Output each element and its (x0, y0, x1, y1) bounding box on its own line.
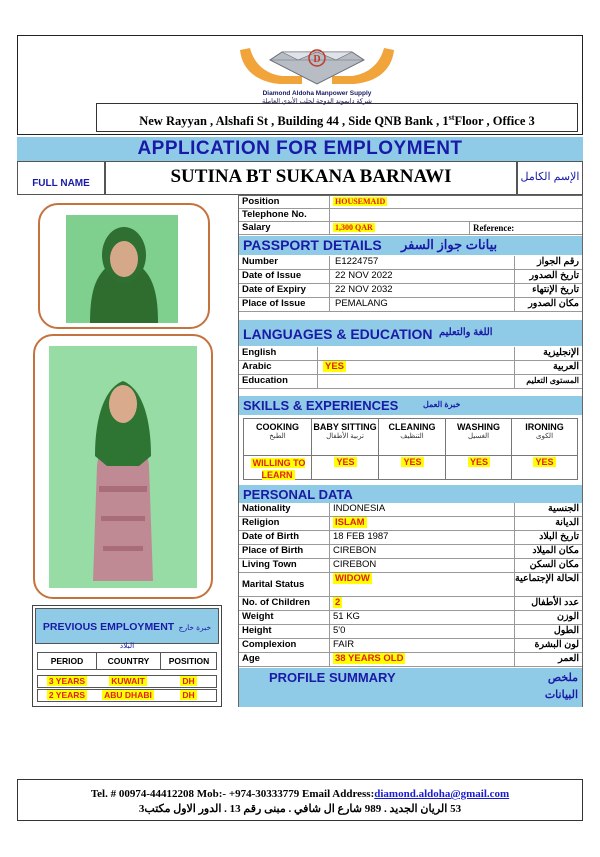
height-value: 5'0 (333, 625, 346, 636)
passport-number-row (239, 256, 582, 270)
living-town-label: Living Town (242, 559, 297, 570)
weight-row (239, 611, 582, 625)
skill-value: YES (469, 457, 488, 467)
position-cell: DH (182, 690, 195, 700)
arabic-ar: العربية (553, 361, 579, 372)
skills-title-ar: خبرة العمل (423, 400, 461, 409)
svg-text:D: D (313, 54, 321, 65)
passport-heading (239, 236, 582, 255)
arabic-value: YES (325, 361, 345, 372)
skill-name: WASHING (456, 422, 500, 432)
personal-heading (239, 485, 582, 503)
skill-name-ar: الكوى (535, 433, 554, 440)
date-of-issue-label: Date of Issue (242, 270, 302, 281)
date-of-birth-value: 18 FEB 1987 (333, 531, 389, 542)
address-sup: st (448, 113, 455, 122)
place-of-birth-row (239, 545, 582, 559)
footer-contact-text: Tel. # 00974-44412208 Mob:- +974-30333779 Email Address: (90, 788, 375, 800)
passport-title-ar: بيانات جواز السفر (401, 237, 498, 252)
passport-number-ar: رقم الجواز (537, 256, 579, 267)
education-label: Education (242, 375, 288, 386)
portrait-photo (40, 205, 208, 327)
nationality-row (239, 503, 582, 517)
english-row (239, 347, 582, 361)
skill-washing (446, 419, 512, 479)
arabic-row (239, 361, 582, 375)
complexion-ar: لون البشرة (534, 639, 579, 650)
company-name-en: Diamond Aldoha Manpower Supply (262, 90, 372, 97)
skill-cleaning (379, 419, 446, 479)
height-row (239, 625, 582, 639)
date-of-birth-row (239, 531, 582, 545)
passport-title: PASSPORT DETAILS (243, 237, 382, 253)
previous-employment-title-ar: خبرة خارج البلاد (119, 623, 212, 650)
weight-value: 51 KG (333, 611, 360, 622)
period-cell: 2 YEARS (48, 690, 86, 700)
arabic-label: Arabic (242, 361, 272, 372)
education-ar: المستوى التعليم (526, 376, 579, 385)
previous-employment-header-row (37, 652, 217, 670)
profile-summary-title: PROFILE SUMMARY (269, 670, 396, 685)
company-address (96, 103, 578, 132)
place-of-birth-ar: مكان الميلاد (532, 545, 579, 556)
date-of-expiry-label: Date of Expiry (242, 284, 306, 295)
date-of-issue-ar: تاريخ الصدور (529, 270, 579, 281)
english-ar: الإنجليزية (543, 347, 579, 358)
skill-name: COOKING (255, 422, 299, 432)
living-town-value: CIREBON (333, 559, 377, 570)
skill-baby-sitting (312, 419, 379, 479)
personal-title: PERSONAL DATA (243, 487, 353, 502)
skills-title: SKILLS & EXPERIENCES (243, 398, 399, 413)
religion-label: Religion (242, 517, 280, 528)
living-town-ar: مكان السكن (529, 559, 579, 570)
age-value: 38 YEARS OLD (335, 653, 404, 664)
skill-value: YES (403, 457, 422, 467)
age-ar: العمر (558, 653, 579, 664)
skill-ironing (512, 419, 577, 479)
application-details (238, 195, 583, 707)
place-of-issue-row (239, 298, 582, 312)
table-row (37, 675, 217, 688)
date-of-issue-value: 22 NOV 2022 (335, 270, 393, 281)
marital-status-row (239, 573, 582, 597)
skill-name: CLEANING (388, 422, 436, 432)
skill-name-ar: تربية الأطفال (326, 433, 364, 440)
date-of-issue-row (239, 270, 582, 284)
full-name-label: FULL NAME (17, 161, 105, 195)
date-of-birth-ar: تاريخ البلاد (539, 531, 579, 542)
column-country: COUNTRY (96, 653, 160, 669)
skill-value: YES (336, 457, 355, 467)
profile-summary (239, 668, 582, 707)
skills-heading (239, 396, 582, 415)
marital-status-value: WIDOW (335, 573, 370, 584)
nationality-value: INDONESIA (333, 503, 386, 514)
skill-name-ar: الطبخ (269, 433, 286, 440)
address-tail: Floor , Office 3 (454, 114, 535, 129)
complexion-label: Complexion (242, 639, 297, 650)
previous-employment-heading (35, 608, 219, 650)
languages-heading (239, 320, 582, 346)
skills-grid (243, 418, 578, 480)
complexion-row (239, 639, 582, 653)
children-ar: عدد الأطفال (531, 597, 579, 608)
age-row (239, 653, 582, 667)
table-row (37, 689, 217, 702)
age-label: Age (242, 653, 260, 664)
position-row (239, 196, 582, 209)
previous-employment-title: PREVIOUS EMPLOYMENT (42, 621, 175, 633)
date-of-expiry-value: 22 NOV 2032 (335, 284, 393, 295)
passport-number-label: Number (242, 256, 278, 267)
children-value: 2 (335, 597, 341, 608)
full-name-ar: الإسم الكامل (517, 161, 583, 195)
weight-ar: الوزن (556, 611, 579, 622)
skill-name-ar: الغسيل (467, 433, 490, 440)
full-body-photo-frame (33, 334, 213, 599)
full-body-photo (35, 336, 211, 597)
height-ar: الطول (553, 625, 579, 636)
salary-value: 1,300 QAR (335, 223, 373, 232)
place-of-issue-label: Place of Issue (242, 298, 306, 309)
religion-value: ISLAM (335, 517, 365, 528)
english-label: English (242, 347, 277, 358)
date-of-birth-label: Date of Birth (242, 531, 299, 542)
marital-status-ar: الحالة الإجتماعية (515, 573, 579, 584)
telephone-label: Telephone No. (242, 209, 307, 220)
company-logo (232, 40, 402, 106)
previous-employment-table (32, 605, 222, 707)
place-of-birth-label: Place of Birth (242, 545, 304, 556)
period-cell: 3 YEARS (48, 676, 86, 686)
position-label: Position (242, 196, 280, 207)
skill-value: WILLING TO LEARN (252, 458, 306, 480)
full-name-value: SUTINA BT SUKANA BARNAWI (105, 161, 517, 195)
page-title: APPLICATION FOR EMPLOYMENT (17, 137, 583, 161)
company-name-ar: شركة دايموند الدوحة لجلب الأيدي العاملة (262, 98, 372, 105)
footer-address-ar: 53 الريان الجديد . 989 شارع ال شافي . مبنى رقم 13 . الدور الاول مكتب3 (138, 803, 462, 815)
languages-title-ar: اللغة والتعليم (439, 327, 493, 338)
portrait-photo-frame (38, 203, 210, 329)
position-cell: DH (182, 676, 195, 686)
education-row (239, 375, 582, 389)
religion-row (239, 517, 582, 531)
religion-ar: الديانة (555, 517, 579, 528)
place-of-birth-value: CIREBON (333, 545, 377, 556)
weight-label: Weight (242, 611, 274, 622)
column-position: POSITION (160, 653, 217, 669)
place-of-issue-ar: مكان الصدور (528, 298, 579, 309)
passport-number-value: E1224757 (335, 256, 379, 267)
address-text: New Rayyan , Alshafi St , Building 44 , Side QNB Bank , 1 (139, 114, 449, 129)
date-of-expiry-ar: تاريخ الإنتهاء (532, 284, 579, 295)
languages-title: LANGUAGES & EDUCATION (243, 326, 433, 342)
nationality-label: Nationality (242, 503, 291, 514)
nationality-ar: الجنسية (548, 503, 579, 514)
children-row (239, 597, 582, 611)
salary-row (239, 222, 582, 235)
telephone-row (239, 209, 582, 222)
salary-label: Salary (242, 222, 271, 233)
column-period: PERIOD (50, 656, 84, 666)
marital-status-label: Marital Status (242, 579, 305, 590)
place-of-issue-value: PEMALANG (335, 298, 388, 309)
country-cell: ABU DHABI (104, 690, 152, 700)
children-label: No. of Children (242, 597, 311, 608)
reference-label: Reference: (473, 223, 515, 233)
country-cell: KUWAIT (111, 676, 145, 686)
email-link[interactable]: diamond.aldoha@gmail.com (374, 788, 510, 800)
skill-name: BABY SITTING (313, 422, 377, 432)
position-value: HOUSEMAID (335, 197, 386, 206)
footer-contact (17, 779, 583, 821)
skill-name: IRONING (525, 422, 564, 432)
profile-summary-title-ar: ملخص البيانات (544, 672, 578, 701)
complexion-value: FAIR (333, 639, 355, 650)
skill-value: YES (535, 457, 554, 467)
skill-name-ar: التنظيف (400, 433, 424, 440)
height-label: Height (242, 625, 272, 636)
living-town-row (239, 559, 582, 573)
date-of-expiry-row (239, 284, 582, 298)
skill-cooking (244, 419, 312, 479)
full-name-row (17, 161, 583, 195)
